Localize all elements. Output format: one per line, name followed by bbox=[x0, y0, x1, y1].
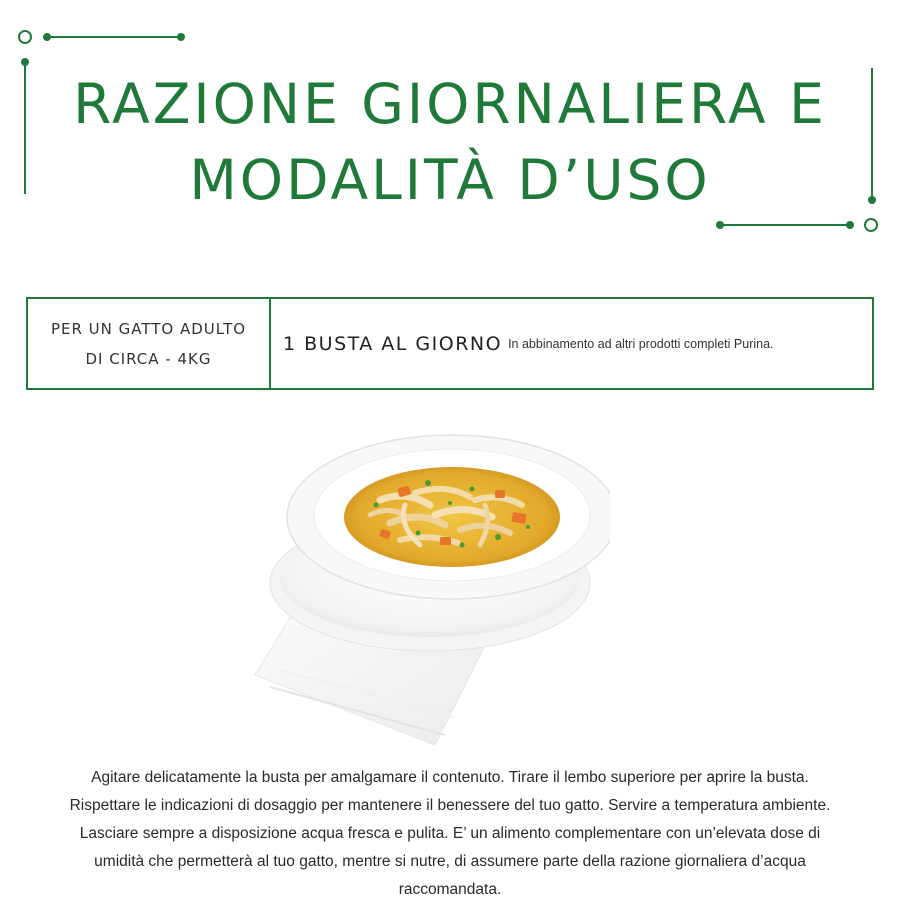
dosage-amount: 1 BUSTA AL GIORNO bbox=[283, 332, 503, 355]
dosage-target-line-2: DI CIRCA - 4KG bbox=[85, 349, 212, 368]
line-ornament bbox=[722, 224, 852, 226]
dosage-amount-cell bbox=[271, 299, 872, 388]
ring-ornament bbox=[18, 30, 32, 44]
dosage-note: In abbinamento ad altri prodotti completi Purina. bbox=[508, 336, 774, 351]
dosage-table bbox=[26, 297, 874, 390]
line-ornament bbox=[871, 68, 873, 198]
dosage-target-cell bbox=[28, 299, 271, 388]
soup-bowl-icon bbox=[230, 405, 610, 765]
line-ornament bbox=[24, 64, 26, 194]
dot-ornament bbox=[868, 196, 876, 204]
page-title bbox=[40, 66, 860, 218]
title-line-1: RAZIONE GIORNALIERA E bbox=[73, 72, 827, 136]
dosage-target-line-1: PER UN GATTO ADULTO bbox=[50, 319, 247, 338]
line-ornament bbox=[51, 36, 181, 38]
title-line-2: MODALITÀ D’USO bbox=[189, 148, 711, 212]
dot-ornament bbox=[846, 221, 854, 229]
ring-ornament bbox=[864, 218, 878, 232]
dot-ornament bbox=[43, 33, 51, 41]
dot-ornament bbox=[177, 33, 185, 41]
usage-instructions: Agitare delicatamente la busta per amalgamare il contenuto. Tirare il lembo superiore per aprire la busta. Rispettare le indicazioni di dosaggio per mantenere il benessere del tuo gatto. Servire a temperatura ambiente. Lasciare sempre a disposizione acqua fresca e pulita. E’ un alimento complementare con un’elevata dose di umidità che permetterà al tuo gatto, mentre si nutre, di assumere parte della razione giornaliera d’acqua raccomandata. bbox=[69, 769, 831, 898]
